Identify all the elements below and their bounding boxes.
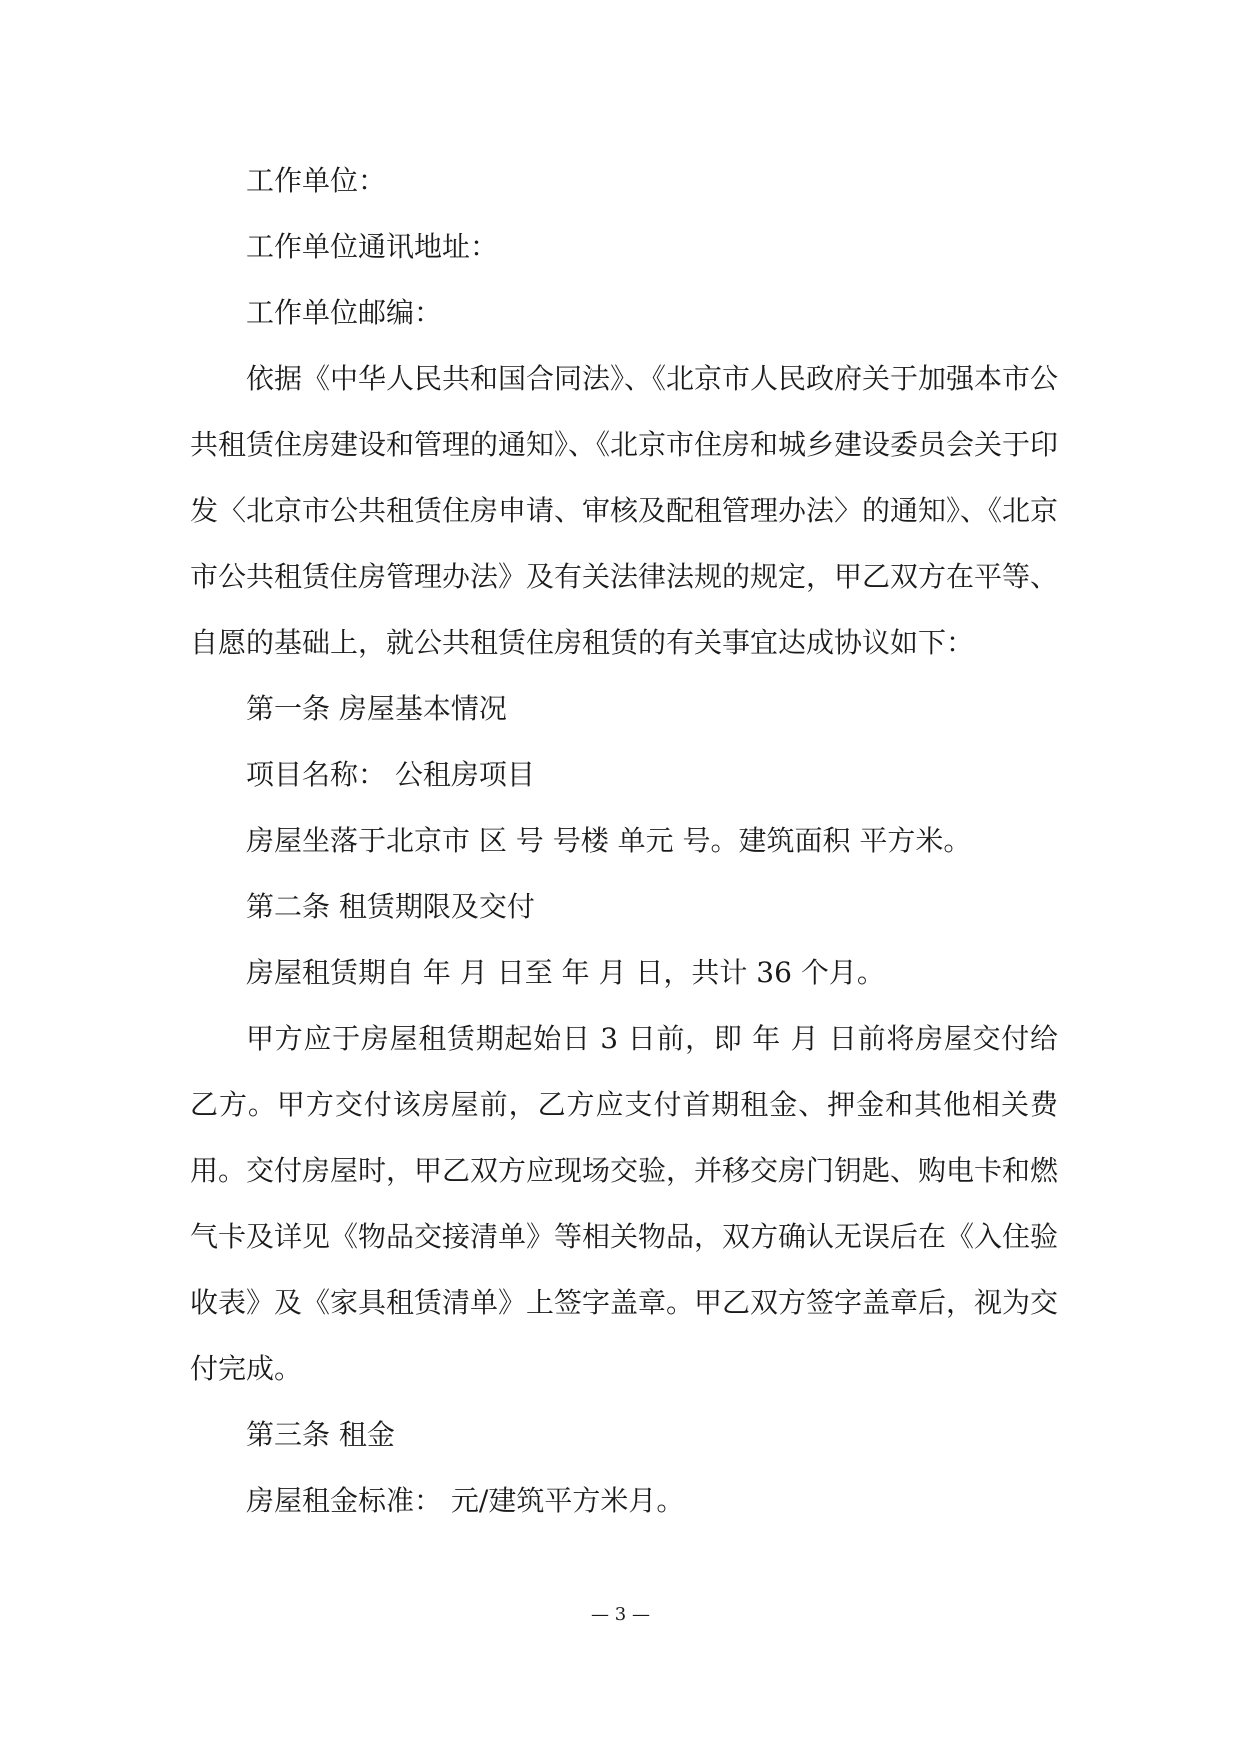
paragraph-project-name: 项目名称： 公租房项目 bbox=[246, 758, 535, 791]
paragraph-lease-term: 房屋租赁期自 年 月 日至 年 月 日，共计 36 个月。 bbox=[246, 956, 885, 989]
heading-article-2: 第二条 租赁期限及交付 bbox=[246, 890, 535, 923]
paragraph-work-unit-postcode: 工作单位邮编： bbox=[246, 296, 443, 329]
paragraph-house-location: 房屋坐落于北京市 区 号 号楼 单元 号。建筑面积 平方米。 bbox=[246, 824, 972, 857]
paragraph-delivery: 甲方应于房屋租赁期起始日 3 日前，即 年 月 日前将房屋交付给乙方。甲方交付该房屋前，乙方应支付首期租金、押金和其他相关费用。交付房屋时，甲乙双方应现场交验，并移交房门钥匙、购电卡和燃气卡及详见《物品交接清单》等相关物品，双方确认无误后在《入住验收表》及《家具租赁清单》上签字盖章。甲乙双方签字盖章后，视为交付完成。 bbox=[190, 1022, 1059, 1385]
page-number: — 3 — bbox=[591, 1604, 650, 1625]
document-body bbox=[190, 148, 1058, 1534]
paragraph-work-unit-address: 工作单位通讯地址： bbox=[246, 230, 499, 263]
heading-article-1: 第一条 房屋基本情况 bbox=[246, 692, 507, 725]
paragraph-legal-basis: 依据《中华人民共和国合同法》、《北京市人民政府关于加强本市公共租赁住房建设和管理的通知》、《北京市住房和城乡建设委员会关于印发〈北京市公共租赁住房申请、审核及配租管理办法〉的通知》、《北京市公共租赁住房管理办法》及有关法律法规的规定，甲乙双方在平等、自愿的基础上，就公共租赁住房租赁的有关事宜达成协议如下： bbox=[190, 362, 1059, 659]
paragraph-rent-standard: 房屋租金标准： 元/建筑平方米月。 bbox=[246, 1484, 685, 1517]
paragraph-work-unit: 工作单位： bbox=[246, 164, 387, 197]
heading-article-3: 第三条 租金 bbox=[246, 1418, 395, 1451]
